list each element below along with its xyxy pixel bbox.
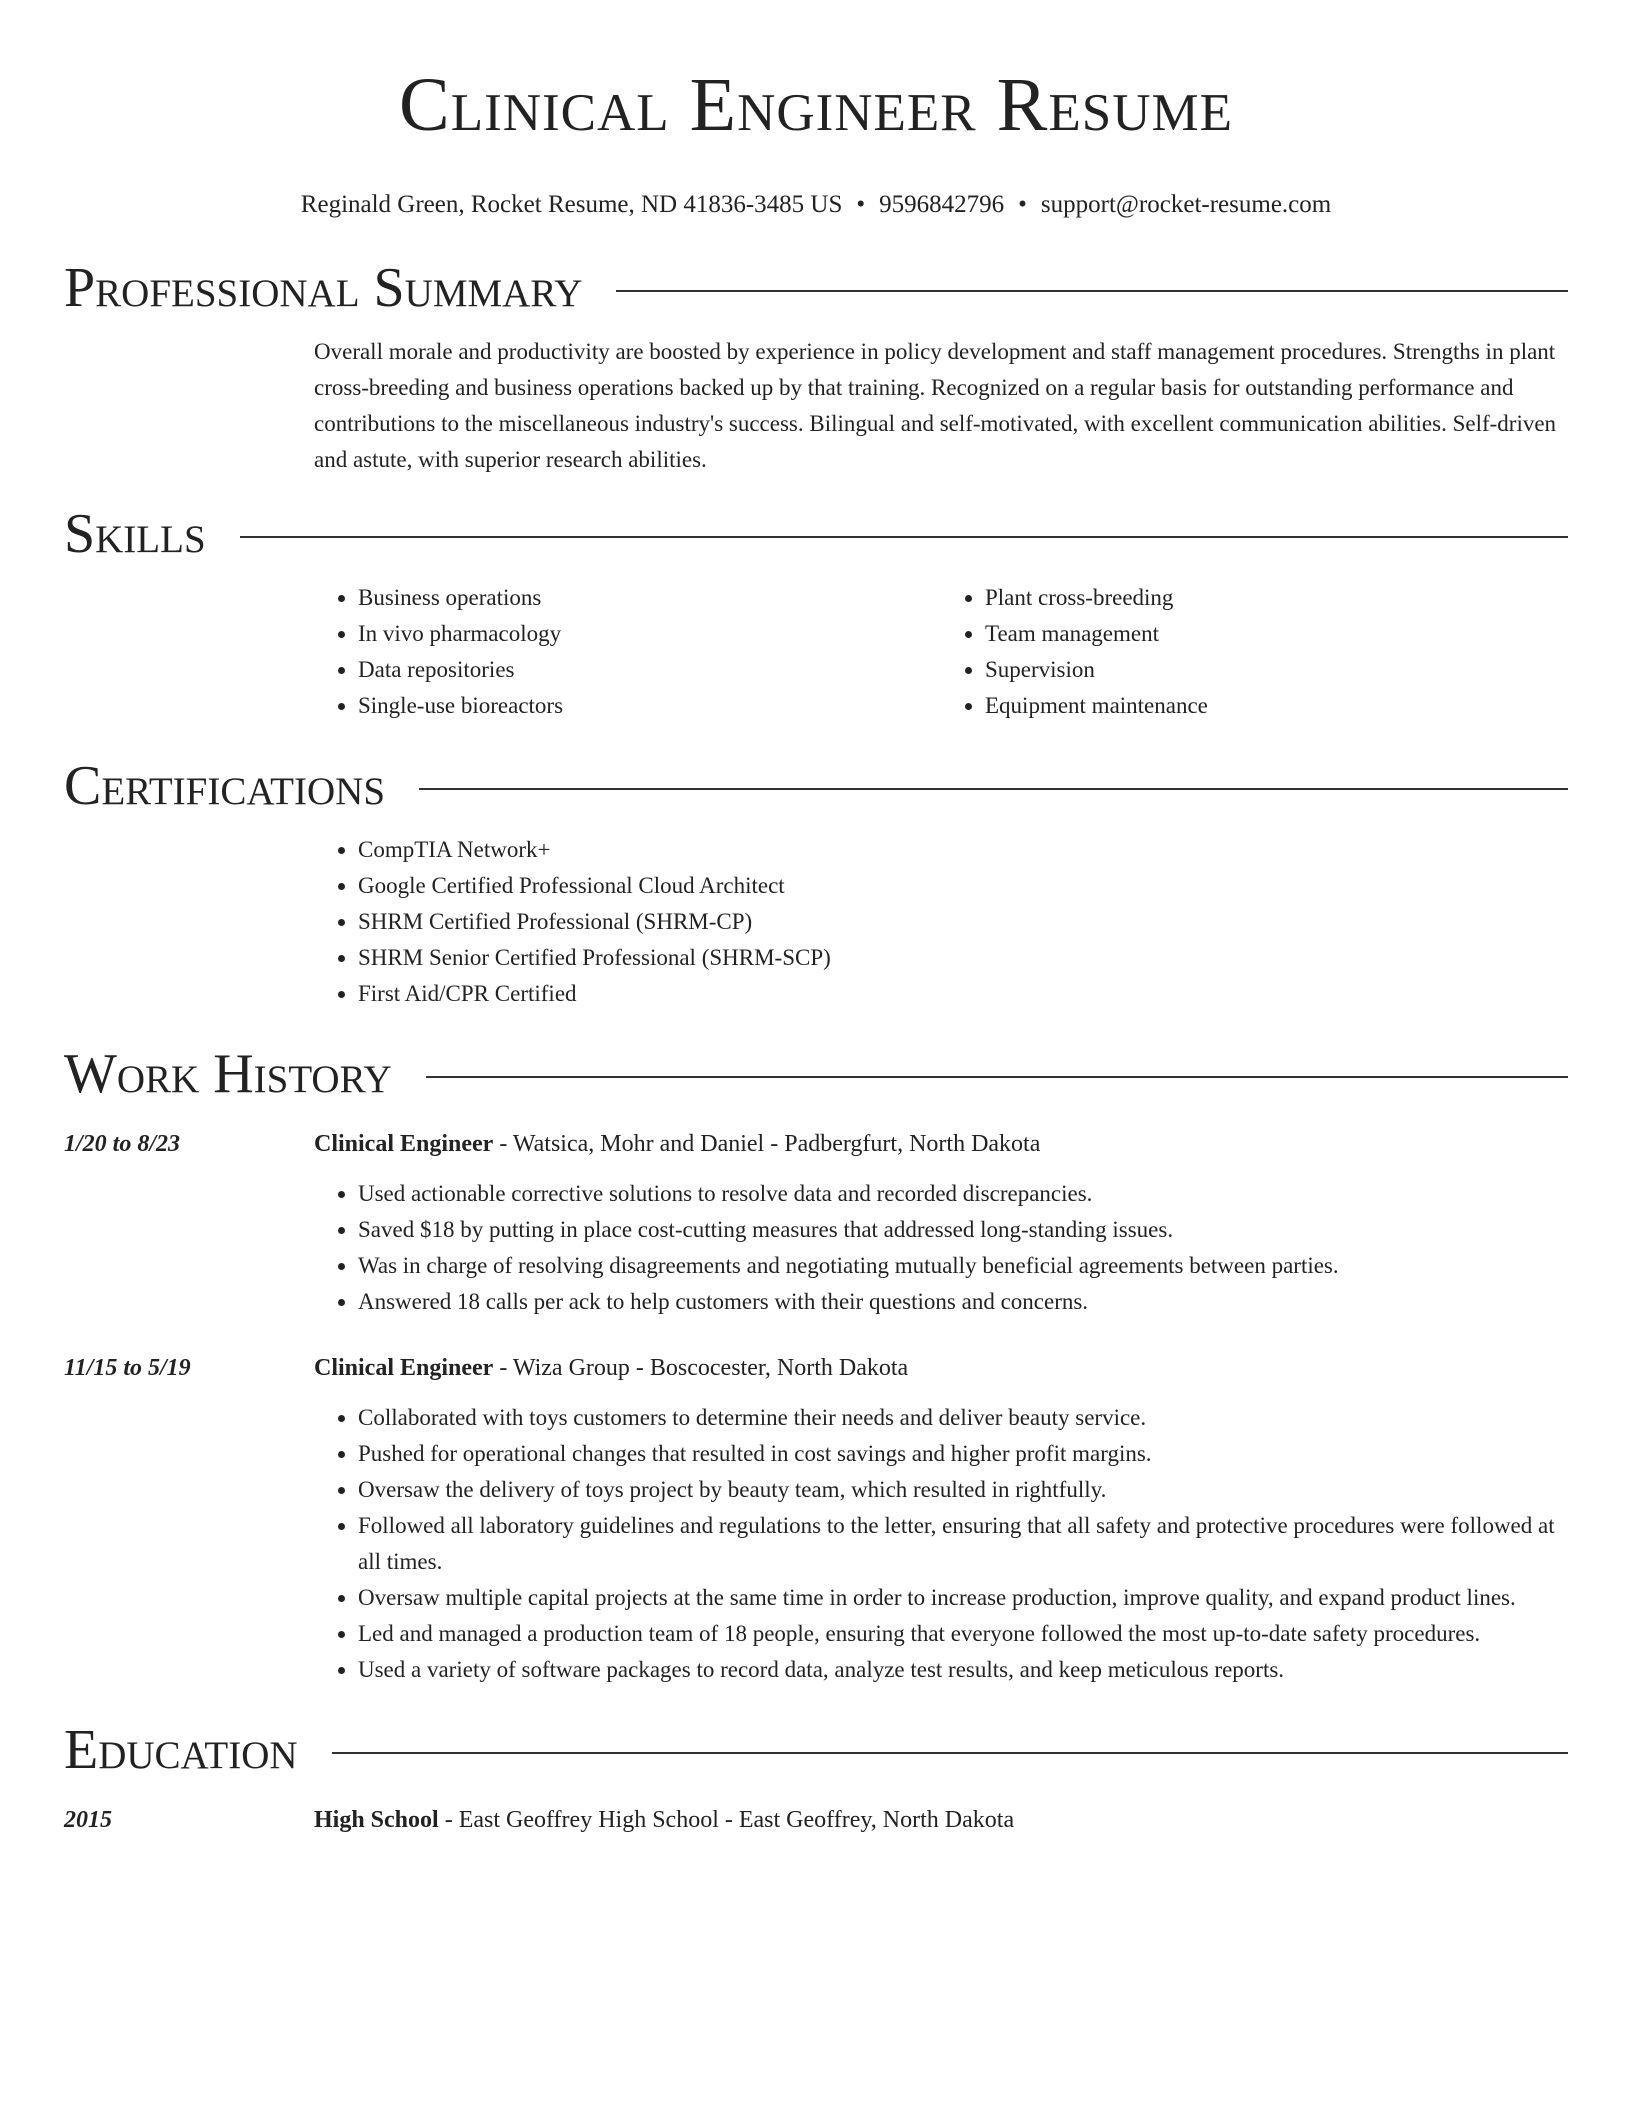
education-body [314, 1802, 1568, 1838]
skill-item: • Business operations [358, 580, 941, 616]
education-year: 2015 [64, 1807, 112, 1833]
job-bullet: • Oversaw the delivery of toys project by beauty team, which resulted in rightfully. [358, 1472, 1568, 1508]
skills-header [64, 502, 1568, 566]
job-bullet: • Used actionable corrective solutions to resolve data and recorded discrepancies. [358, 1176, 1568, 1212]
skill-item: • In vivo pharmacology [358, 616, 941, 652]
section-heading-certifications: Certifications [64, 755, 386, 817]
skills-section [64, 502, 1568, 724]
contact-separator: • [856, 191, 866, 218]
contact-address: Reginald Green, Rocket Resume, ND 41836-3485 US [300, 191, 843, 218]
summary-section [64, 256, 1568, 478]
skills-grid [314, 580, 1568, 724]
summary-text: Overall morale and productivity are boosted by experience in policy development and staff management procedures. Strengths in plant cross-breeding and business operations backed up by that training. Recognized on a regular basis for outstanding performance and contributions to the miscellaneous industry's success. Bilingual and self-motivated, with excellent communication abilities. Self-driven and astute, with superior research abilities. [314, 339, 1557, 472]
certifications-list [314, 832, 1568, 1012]
contact-line [64, 190, 1568, 220]
section-divider [616, 290, 1568, 292]
contact-separator: • [1018, 191, 1027, 218]
job-entry [64, 1126, 1568, 1320]
education-entry [64, 1802, 1568, 1838]
job-bullet: • Followed all laboratory guidelines and regulations to the letter, ensuring that all safety and protective procedures were followed at all times. [358, 1508, 1568, 1580]
certification-item: • CompTIA Network+ [358, 832, 1568, 868]
job-body [314, 1126, 1568, 1320]
skills-list-right [941, 580, 1568, 724]
job-employer: - Wiza Group - Boscocester, North Dakota [493, 1355, 909, 1381]
job-body [314, 1350, 1568, 1688]
section-heading-education: Education [64, 1719, 298, 1781]
job-role: Clinical Engineer [314, 1355, 494, 1381]
job-bullet: • Pushed for operational changes that resulted in cost savings and higher profit margins. [358, 1436, 1568, 1472]
skill-item: • Equipment maintenance [985, 688, 1568, 724]
skill-item: • Team management [985, 616, 1568, 652]
job-bullets [314, 1400, 1568, 1688]
contact-email: support@rocket-resume.com [1040, 191, 1332, 218]
job-role: Clinical Engineer [314, 1131, 494, 1157]
summary-header [64, 256, 1568, 320]
job-bullets [314, 1176, 1568, 1320]
job-title-line [314, 1350, 1568, 1386]
job-bullet: • Led and managed a production team of 18 people, ensuring that everyone followed the most up-to-date safety procedures. [358, 1616, 1568, 1652]
certification-item: • SHRM Senior Certified Professional (SHRM-SCP) [358, 940, 1568, 976]
skills-list-left [314, 580, 941, 724]
contact-phone: 9596842796 [879, 191, 1005, 218]
education-line [314, 1802, 1568, 1838]
job-bullet: • Saved $18 by putting in place cost-cutting measures that addressed long-standing issues. [358, 1212, 1568, 1248]
certification-item: • Google Certified Professional Cloud Architect [358, 868, 1568, 904]
skill-item: • Data repositories [358, 652, 941, 688]
section-divider [426, 1076, 1568, 1078]
education-header [64, 1718, 1568, 1782]
education-degree: High School [314, 1807, 439, 1833]
skill-item: • Single-use bioreactors [358, 688, 941, 724]
job-bullet: • Was in charge of resolving disagreements and negotiating mutually beneficial agreements between parties. [358, 1248, 1568, 1284]
job-dates: 11/15 to 5/19 [64, 1355, 191, 1381]
certifications-content [314, 832, 1568, 1012]
work-history-header [64, 1042, 1568, 1106]
certifications-header [64, 754, 1568, 818]
skill-item: • Supervision [985, 652, 1568, 688]
job-bullet: • Answered 18 calls per ack to help customers with their questions and concerns. [358, 1284, 1568, 1320]
job-bullet: • Oversaw multiple capital projects at the same time in order to increase production, improve quality, and expand product lines. [358, 1580, 1568, 1616]
education-school: - East Geoffrey High School - East Geoffrey, North Dakota [438, 1807, 1015, 1833]
section-heading-summary: Professional Summary [64, 257, 583, 319]
job-employer: - Watsica, Mohr and Daniel - Padbergfurt, North Dakota [493, 1131, 1041, 1157]
section-divider [240, 536, 1568, 538]
section-divider [332, 1752, 1568, 1754]
certification-item: • SHRM Certified Professional (SHRM-CP) [358, 904, 1568, 940]
job-bullet: • Collaborated with toys customers to determine their needs and deliver beauty service. [358, 1400, 1568, 1436]
summary-content [314, 334, 1568, 478]
resume-title: Clinical Engineer Resume [399, 63, 1233, 147]
job-dates: 1/20 to 8/23 [64, 1131, 181, 1157]
job-bullet: • Used a variety of software packages to record data, analyze test results, and keep meticulous reports. [358, 1652, 1568, 1688]
job-entry [64, 1350, 1568, 1688]
certifications-section [64, 754, 1568, 1012]
section-divider [419, 788, 1568, 790]
certification-item: • First Aid/CPR Certified [358, 976, 1568, 1012]
job-title-line [314, 1126, 1568, 1162]
skill-item: • Plant cross-breeding [985, 580, 1568, 616]
section-heading-work-history: Work History [64, 1043, 392, 1105]
education-section [64, 1718, 1568, 1838]
section-heading-skills: Skills [64, 503, 206, 565]
work-history-section [64, 1042, 1568, 1688]
